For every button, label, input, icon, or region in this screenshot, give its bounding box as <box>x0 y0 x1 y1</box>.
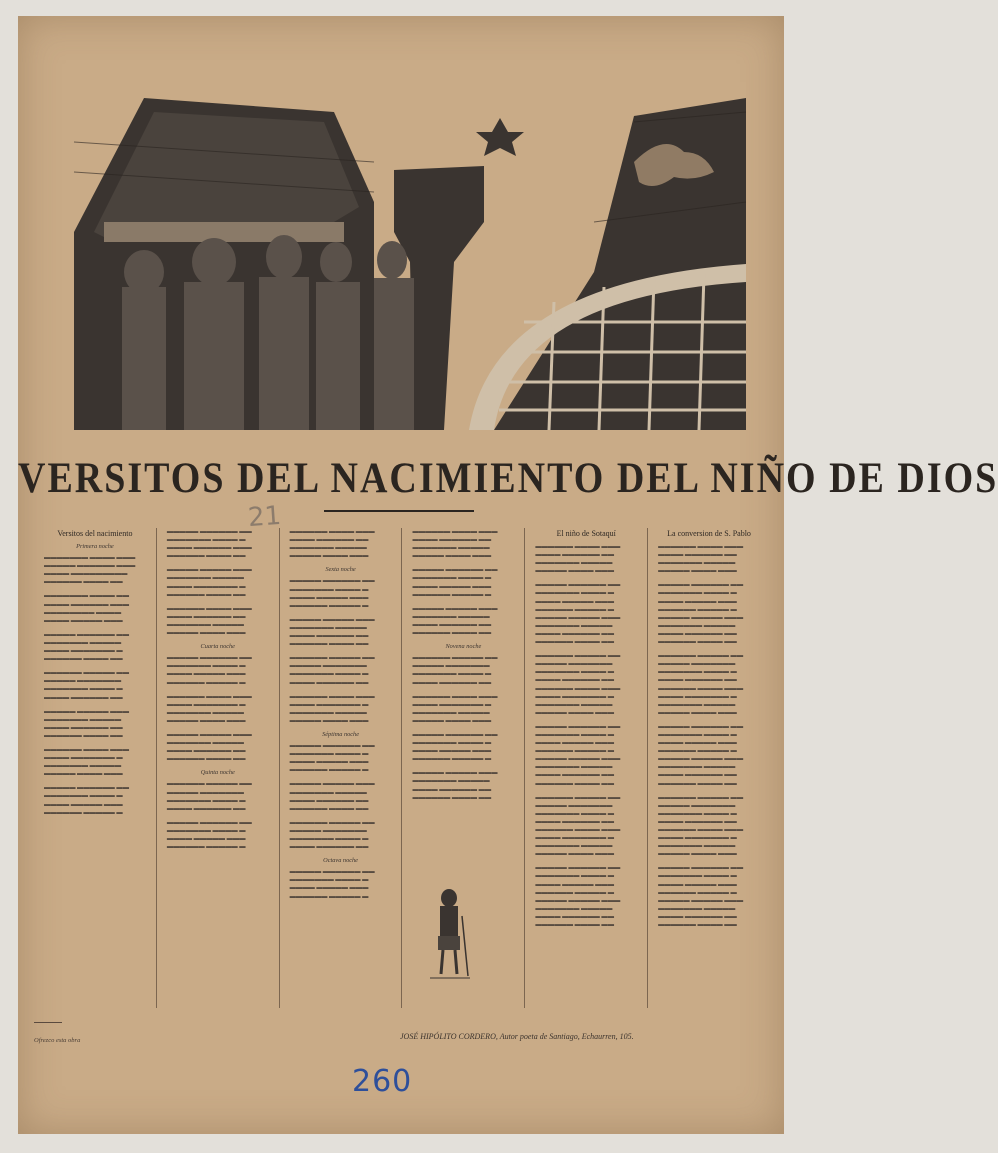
verse-line: ▬▬▬▬▬▬▬ ▬▬▬▬▬ <box>289 708 367 716</box>
stanza <box>408 566 518 598</box>
verse-line: ▬▬▬▬▬ ▬▬▬▬▬▬ ▬▬ <box>44 630 130 638</box>
stanza <box>40 746 150 778</box>
stanza <box>654 581 764 646</box>
verse-line: ▬▬▬▬▬▬▬ ▬▬▬▬ ▬ <box>658 730 737 738</box>
verse-line: ▬▬▬▬ ▬▬▬▬▬ ▬▬▬ <box>44 616 123 624</box>
verse-line: ▬▬▬▬ ▬▬▬▬▬ ▬▬▬ <box>289 593 369 601</box>
verse-line: ▬▬▬▬▬▬▬ ▬▬▬▬ ▬ <box>412 574 492 582</box>
verse-line: ▬▬▬▬ ▬▬▬▬▬ ▬▬▬ <box>658 739 737 747</box>
verse-line: ▬▬▬▬▬▬▬ ▬▬▬▬▬ <box>289 623 367 631</box>
verse-line: ▬▬▬▬▬▬ ▬▬▬▬▬ ▬ <box>44 808 123 816</box>
section-heading: Sexta noche <box>325 566 356 574</box>
verse-line: ▬▬▬▬▬ ▬▬▬▬▬▬ ▬▬ <box>166 528 252 535</box>
verse-line: ▬▬▬▬▬ ▬▬▬▬▬▬ ▬▬ <box>412 566 498 574</box>
verse-line: ▬▬▬▬▬▬ ▬▬▬▬ ▬▬▬ <box>535 543 621 550</box>
verse-line: ▬▬▬▬ ▬▬▬▬▬▬ ▬▬ <box>166 804 246 812</box>
verse-line: ▬▬▬▬▬ ▬▬▬▬▬ ▬▬▬ <box>412 604 498 612</box>
verse-line: ▬▬▬▬▬ ▬▬▬▬▬ ▬▬▬ <box>658 896 744 904</box>
verse-line: ▬▬▬▬▬▬▬ ▬▬▬▬ ▬ <box>535 668 615 676</box>
verse-line: ▬▬▬▬ ▬▬▬▬▬▬ ▬▬ <box>535 551 615 559</box>
verse-line: ▬▬▬▬▬▬▬ ▬▬▬▬▬ <box>412 544 490 552</box>
verse-line: ▬▬▬▬▬▬▬ ▬▬▬▬▬ <box>535 621 613 629</box>
stanza <box>286 528 396 560</box>
verse-line: ▬▬▬▬▬▬ ▬▬▬▬▬ ▬ <box>535 888 615 896</box>
section-heading: Octava noche <box>323 857 358 865</box>
verse-line: ▬▬▬▬ ▬▬▬▬▬▬▬ ▬ <box>289 700 369 708</box>
section-heading: Quinta noche <box>200 769 235 777</box>
verse-line: ▬▬▬▬▬ ▬▬▬▬▬▬ ▬▬ <box>658 722 744 730</box>
verse-line: ▬▬▬▬ ▬▬▬▬▬▬ ▬▬ <box>44 693 123 701</box>
verse-line: ▬▬▬▬ ▬▬▬▬▬▬▬▬▬ <box>44 570 128 578</box>
verse-line: ▬▬▬▬▬ ▬▬▬▬▬▬▬ <box>166 788 244 796</box>
verse-line: ▬▬▬▬▬ ▬▬▬▬ ▬▬▬ <box>166 716 246 724</box>
verse-line: ▬▬▬▬▬▬▬ ▬▬▬▬▬ <box>412 612 490 620</box>
verse-line: ▬▬▬▬▬ ▬▬▬▬▬ ▬▬▬ <box>658 613 744 621</box>
verse-line: ▬▬▬▬▬ ▬▬▬▬ ▬▬▬ <box>44 770 123 778</box>
verse-line: ▬▬▬▬▬▬ ▬▬▬▬ ▬▬ <box>166 552 246 560</box>
verse-line: ▬▬▬▬▬▬ ▬▬▬▬ ▬▬ <box>289 804 369 812</box>
verse-line: ▬▬▬▬ ▬▬▬▬▬▬ ▬▬ <box>535 629 615 637</box>
verse-line: ▬▬▬▬▬▬ ▬▬▬▬ ▬▬▬ <box>412 692 498 700</box>
verse-line: ▬▬▬▬▬▬▬ ▬▬▬▬▬ <box>166 574 244 582</box>
verse-line: ▬▬▬▬▬ ▬▬▬▬ ▬▬▬ <box>535 708 615 716</box>
verse-line: ▬▬▬▬▬▬ ▬▬▬▬▬ ▬ <box>289 766 369 774</box>
verse-line: ▬▬▬▬▬▬ ▬▬▬▬ ▬▬▬ <box>658 684 744 692</box>
stanza <box>40 669 150 701</box>
verse-line: ▬▬▬▬ ▬▬▬▬▬ ▬▬▬ <box>166 835 246 842</box>
verse-line: ▬▬▬▬▬▬▬ ▬▬▬▬▬ <box>44 638 122 646</box>
verse-line: ▬▬▬▬▬ ▬▬▬▬▬ ▬▬▬ <box>535 755 621 763</box>
verse-line: ▬▬▬▬▬▬ ▬▬▬▬ ▬▬ <box>658 921 737 929</box>
verse-line: ▬▬▬▬▬ ▬▬▬▬▬ ▬▬▬ <box>289 615 375 623</box>
verse-line: ▬▬▬▬▬ ▬▬▬▬▬ ▬▬▬ <box>658 755 744 763</box>
stanza <box>40 592 150 624</box>
stanza <box>408 528 518 560</box>
verse-line: ▬▬▬▬▬▬ ▬▬▬▬ ▬▬▬ <box>658 543 744 550</box>
footer-rule <box>34 1022 62 1023</box>
verse-line: ▬▬▬▬▬ ▬▬▬▬▬▬ ▬▬ <box>166 654 252 662</box>
verse-line: ▬▬▬▬ ▬▬▬▬▬▬ ▬▬▬ <box>166 544 252 552</box>
stanza <box>531 652 641 717</box>
verse-line: ▬▬▬▬▬ ▬▬▬▬▬▬▬ <box>658 801 736 809</box>
stanza <box>654 652 764 717</box>
verse-line: ▬▬▬▬▬▬ ▬▬▬▬▬ ▬ <box>289 892 369 900</box>
stanza <box>163 731 273 763</box>
verse-line: ▬▬▬▬▬▬ ▬▬▬▬▬ ▬ <box>412 590 492 598</box>
stanza <box>531 723 641 788</box>
verse-line: ▬▬▬▬▬▬▬ ▬▬▬▬▬ <box>166 708 244 716</box>
verse-line: ▬▬▬▬▬▬ ▬▬▬▬▬ ▬ <box>166 678 246 686</box>
verse-line: ▬▬▬▬▬▬ ▬▬▬▬▬ ▬▬ <box>658 793 744 801</box>
verse-line: ▬▬▬▬▬▬ ▬▬▬▬▬ ▬▬ <box>412 654 498 662</box>
stanza <box>654 864 764 929</box>
verse-line: ▬▬▬▬ ▬▬▬▬▬ ▬▬▬ <box>535 597 615 605</box>
stanza <box>163 654 273 686</box>
pencil-mark: 21 <box>246 500 283 534</box>
verse-line: ▬▬▬▬▬▬ ▬▬▬▬ ▬▬ <box>289 640 369 648</box>
child-figure-illustration <box>426 886 472 982</box>
verse-line: ▬▬▬▬▬▬ ▬▬▬▬▬ ▬ <box>535 605 615 613</box>
verse-line: ▬▬▬▬▬▬ ▬▬▬▬▬ ▬▬ <box>166 780 252 788</box>
verse-line: ▬▬▬▬ ▬▬▬▬▬ ▬▬▬ <box>289 884 369 892</box>
stanza <box>40 784 150 816</box>
verse-line: ▬▬▬▬▬▬▬ ▬▬▬▬▬ <box>535 763 613 771</box>
verse-line: ▬▬▬▬▬ ▬▬▬▬▬▬ ▬▬ <box>658 864 744 872</box>
verse-line: ▬▬▬▬▬▬ ▬▬▬▬▬ ▬▬ <box>289 654 375 662</box>
verse-line: ▬▬▬▬▬▬ ▬▬▬▬ ▬▬▬ <box>289 528 375 535</box>
handwritten-number: 260 <box>352 1064 413 1099</box>
verse-line: ▬▬▬▬▬ ▬▬▬▬▬▬▬ <box>289 826 367 834</box>
verse-line: ▬▬▬▬▬▬ ▬▬▬▬ ▬▬ <box>412 629 492 637</box>
stanza <box>163 780 273 812</box>
section-heading: Primera noche <box>76 543 114 550</box>
verse-line: ▬▬▬▬▬▬ ▬▬▬▬ ▬▬▬ <box>289 692 375 700</box>
verse-line: ▬▬▬▬▬▬ ▬▬▬▬▬ ▬ <box>658 747 737 755</box>
verse-line: ▬▬▬▬ ▬▬▬▬▬▬▬ ▬ <box>412 700 492 708</box>
verse-line: ▬▬▬▬▬▬ ▬▬▬▬ ▬▬ <box>535 921 615 929</box>
verse-line: ▬▬▬▬▬ ▬▬▬▬▬▬ ▬▬ <box>535 722 621 730</box>
verse-line: ▬▬▬▬▬▬▬ ▬▬▬▬ ▬ <box>412 670 492 678</box>
stanza <box>40 708 150 740</box>
verse-line: ▬▬▬▬▬▬▬ ▬▬▬▬ ▬▬▬ <box>44 554 136 562</box>
verse-line: ▬▬▬▬▬▬ ▬▬▬▬ ▬▬▬ <box>166 692 252 700</box>
verse-line: ▬▬▬▬ ▬▬▬▬▬▬ ▬▬ <box>166 612 246 620</box>
verse-line: ▬▬▬▬▬ ▬▬▬▬▬▬ ▬▬ <box>289 577 375 585</box>
verse-line: ▬▬▬▬ ▬▬▬▬▬ ▬▬▬ <box>658 880 737 888</box>
verse-line: ▬▬▬▬▬▬▬ ▬▬▬▬▬ <box>44 762 122 770</box>
stanza <box>531 543 641 575</box>
stanza <box>163 566 273 598</box>
verse-line: ▬▬▬▬▬▬ ▬▬▬▬ ▬▬▬ <box>535 684 621 692</box>
verse-line: ▬▬▬▬▬▬▬ ▬▬▬▬ ▬ <box>289 876 369 884</box>
verse-line: ▬▬▬▬▬ ▬▬▬▬▬ ▬▬▬ <box>44 707 130 715</box>
verse-line: ▬▬▬▬ ▬▬▬▬▬▬▬ ▬ <box>44 647 123 655</box>
verse-line: ▬▬▬▬▬▬▬ ▬▬▬▬ ▬ <box>412 739 492 747</box>
verse-line: ▬▬▬▬▬▬▬ ▬▬▬▬▬ <box>658 700 736 708</box>
verse-line: ▬▬▬▬▬▬▬ ▬▬▬▬ ▬ <box>535 730 615 738</box>
verse-line: ▬▬▬▬▬▬ ▬▬▬▬▬ ▬ <box>535 747 615 755</box>
verse-line: ▬▬▬▬▬▬▬ ▬▬▬▬ ▬ <box>658 668 737 676</box>
verse-line: ▬▬▬▬ ▬▬▬▬▬▬▬ ▬ <box>166 582 246 590</box>
verse-line: ▬▬▬▬▬▬▬ ▬▬▬▬▬ <box>289 788 367 796</box>
stanza <box>286 616 396 648</box>
verse-line: ▬▬▬▬▬ ▬▬▬▬ ▬▬▬ <box>535 850 615 858</box>
stanza <box>163 819 273 851</box>
verse-line: ▬▬▬▬▬▬▬ ▬▬▬▬ ▬ <box>289 670 369 678</box>
woodcut-illustration <box>74 82 746 430</box>
verse-line: ▬▬▬▬ ▬▬▬▬▬▬ ▬▬ <box>412 678 492 686</box>
verse-line: ▬▬▬▬▬▬▬ ▬▬▬▬▬ <box>166 739 244 747</box>
verse-line: ▬▬▬▬ ▬▬▬▬▬▬ ▬▬ <box>289 536 369 544</box>
verse-line: ▬▬▬▬▬▬ ▬▬▬▬ ▬▬ <box>166 590 246 598</box>
verse-line: ▬▬▬▬▬ ▬▬▬▬▬ ▬▬▬ <box>166 730 252 738</box>
verse-line: ▬▬▬▬▬▬▬ ▬▬▬▬▬ <box>166 620 244 628</box>
verse-line: ▬▬▬▬ ▬▬▬▬▬ ▬▬▬ <box>166 670 246 678</box>
verse-line: ▬▬▬▬▬▬▬ ▬▬▬▬ ▬ <box>535 872 615 880</box>
verse-line: ▬▬▬▬ ▬▬▬▬▬▬▬ ▬ <box>535 692 615 700</box>
verse-line: ▬▬▬▬▬ ▬▬▬▬▬▬▬ <box>412 662 490 670</box>
verse-line: ▬▬▬▬ ▬▬▬▬▬ ▬▬▬ <box>658 597 737 605</box>
stanza <box>286 819 396 851</box>
stanza <box>408 769 518 801</box>
verse-line: ▬▬▬▬ ▬▬▬▬▬▬▬ ▬ <box>535 834 615 842</box>
verse-line: ▬▬▬▬▬▬ ▬▬▬▬▬ ▬▬ <box>289 818 375 826</box>
verse-line: ▬▬▬▬ ▬▬▬▬▬ ▬▬▬ <box>44 800 123 808</box>
verse-line: ▬▬▬▬▬▬ ▬▬▬▬▬ ▬ <box>166 843 246 851</box>
stanza <box>654 723 764 788</box>
verse-line: ▬▬▬▬▬ ▬▬▬▬ ▬▬▬ <box>658 850 737 858</box>
verse-line: ▬▬▬▬ ▬▬▬▬▬▬▬ ▬ <box>658 834 737 842</box>
verse-line: ▬▬▬▬▬ ▬▬▬▬▬▬▬ <box>289 662 367 670</box>
verse-line: ▬▬▬▬ ▬▬▬▬▬▬ ▬▬ <box>412 620 492 628</box>
verse-line: ▬▬▬▬▬ ▬▬▬▬▬▬ ▬▬ <box>412 730 498 738</box>
verse-line: ▬▬▬▬▬▬▬ ▬▬▬▬▬ <box>535 559 613 567</box>
verse-line: ▬▬▬▬▬▬ ▬▬▬▬▬ ▬▬ <box>535 652 621 660</box>
verse-line: ▬▬▬▬▬▬ ▬▬▬▬▬ ▬ <box>658 605 737 613</box>
stanza <box>163 605 273 637</box>
verse-line: ▬▬▬▬▬▬▬ ▬▬▬▬ ▬▬ <box>44 592 130 600</box>
verse-line: ▬▬▬▬ ▬▬▬▬▬▬▬ ▬ <box>166 700 246 708</box>
verse-line: ▬▬▬▬▬ ▬▬▬▬▬ ▬▬▬ <box>166 566 252 574</box>
verse-line: ▬▬▬▬▬▬▬▬ ▬▬▬▬ <box>44 608 122 616</box>
verse-line: ▬▬▬▬▬▬▬ ▬▬▬▬ ▬ <box>535 589 615 597</box>
stanza <box>531 864 641 929</box>
verse-line: ▬▬▬▬▬▬▬ ▬▬▬▬▬ <box>658 763 736 771</box>
verse-line: ▬▬▬▬ ▬▬▬▬▬▬ ▬▬ <box>535 676 615 684</box>
verse-line: ▬▬▬▬▬▬ ▬▬▬▬ ▬▬ <box>44 731 123 739</box>
verse-line: ▬▬▬▬▬ ▬▬▬▬▬▬ ▬▬▬ <box>44 562 136 570</box>
verse-line: ▬▬▬▬▬ ▬▬▬▬▬▬ ▬▬ <box>658 581 744 589</box>
verse-line: ▬▬▬▬ ▬▬▬▬▬▬▬ ▬ <box>44 754 123 762</box>
verse-line: ▬▬▬▬ ▬▬▬▬▬▬ ▬▬ <box>535 817 615 825</box>
verse-line: ▬▬▬▬▬ ▬▬▬▬▬▬ ▬▬ <box>535 581 621 589</box>
section-heading: Séptima noche <box>322 730 360 738</box>
verse-column-2 <box>157 528 280 1008</box>
page-title: VERSITOS DEL NACIMIENTO DEL NIÑO DE DIOS <box>18 453 998 503</box>
verse-columns <box>34 528 770 1008</box>
verse-line: ▬▬▬▬ ▬▬▬▬▬▬ ▬▬ <box>289 796 369 804</box>
verse-line: ▬▬▬▬▬ ▬▬▬▬▬▬▬ <box>535 801 613 809</box>
stanza <box>40 631 150 663</box>
column-title: La conversion de S. Pablo <box>667 529 751 538</box>
column-title: El niño de Sotaquí <box>556 529 616 538</box>
stanza <box>286 693 396 725</box>
section-heading: Cuarta noche <box>200 643 235 651</box>
footer-note: Ofrezco esta obra <box>34 1037 81 1044</box>
verse-line: ▬▬▬▬▬▬▬ ▬▬▬▬▬ <box>535 700 613 708</box>
verse-line: ▬▬▬▬▬▬▬ ▬▬▬▬▬ <box>535 842 613 850</box>
verse-line: ▬▬▬▬▬ ▬▬▬▬ ▬▬▬ <box>289 552 369 560</box>
verse-column-3 <box>280 528 403 1008</box>
verse-line: ▬▬▬▬ ▬▬▬▬▬▬ ▬▬ <box>289 632 369 640</box>
author-imprint: JOSÉ HIPÓLITO CORDERO, Autor poeta de Santiago, Echaurren, 105. <box>400 1032 634 1041</box>
stanza <box>408 693 518 725</box>
verse-line: ▬▬▬▬ ▬▬▬▬▬ ▬▬▬ <box>535 880 615 888</box>
verse-line: ▬▬▬▬▬▬ ▬▬▬▬▬ ▬▬ <box>658 652 744 660</box>
verse-line: ▬▬▬▬▬ ▬▬▬▬▬▬▬ <box>44 677 122 685</box>
stanza <box>531 581 641 646</box>
section-heading: Novena noche <box>445 643 482 651</box>
stanza <box>286 780 396 812</box>
stanza <box>286 654 396 686</box>
verse-line: ▬▬▬▬▬▬▬ ▬▬▬▬ ▬ <box>658 809 737 817</box>
title-rule <box>324 510 474 512</box>
verse-line: ▬▬▬▬ ▬▬▬▬▬▬ ▬▬ <box>289 678 369 686</box>
verse-line: ▬▬▬▬▬▬ ▬▬▬▬▬ ▬▬ <box>44 669 130 677</box>
verse-line: ▬▬▬▬ ▬▬▬▬▬▬ ▬▬ <box>658 912 737 920</box>
verse-line: ▬▬▬▬▬ ▬▬▬▬▬ ▬▬▬ <box>412 769 498 777</box>
verse-line: ▬▬▬▬ ▬▬▬▬▬▬ ▬▬ <box>658 817 737 825</box>
verse-line: ▬▬▬▬▬▬ ▬▬▬▬ ▬▬▬ <box>535 826 621 833</box>
verse-line: ▬▬▬▬▬ ▬▬▬▬▬ ▬▬▬ <box>535 613 621 621</box>
verse-line: ▬▬▬▬▬ ▬▬▬▬▬▬▬ <box>535 660 613 668</box>
verse-line: ▬▬▬▬▬ ▬▬▬▬ ▬▬▬ <box>535 567 615 575</box>
verse-line: ▬▬▬▬▬▬ ▬▬▬▬ ▬▬ <box>535 638 615 646</box>
verse-column-5 <box>525 528 648 1008</box>
verse-line: ▬▬▬▬▬▬ ▬▬▬▬ ▬▬ <box>44 655 123 663</box>
verse-line: ▬▬▬▬ ▬▬▬▬▬▬▬ ▬ <box>658 692 737 700</box>
verse-line: ▬▬▬▬▬ ▬▬▬▬ ▬▬▬ <box>412 716 492 724</box>
verse-line: ▬▬▬▬▬▬▬ ▬▬▬▬ ▬ <box>289 750 369 758</box>
verse-line: ▬▬▬▬▬▬▬ ▬▬▬▬▬ <box>658 621 736 629</box>
verse-line: ▬▬▬▬▬ ▬▬▬▬ ▬▬▬ <box>289 716 369 724</box>
verse-line: ▬▬▬▬▬▬▬ ▬▬▬▬ ▬ <box>44 792 123 800</box>
verse-line: ▬▬▬▬▬▬▬ ▬▬▬▬ ▬ <box>289 585 369 593</box>
verse-line: ▬▬▬▬ ▬▬▬▬▬ ▬▬▬ <box>412 582 492 590</box>
verse-line: ▬▬▬▬ ▬▬▬▬▬▬ ▬▬ <box>658 629 737 637</box>
verse-line: ▬▬▬▬▬▬▬ ▬▬▬▬ ▬ <box>166 536 246 544</box>
verse-line: ▬▬▬▬▬ ▬▬▬▬▬▬ ▬▬ <box>535 864 621 872</box>
verse-line: ▬▬▬▬▬▬ ▬▬▬▬▬ ▬ <box>289 601 369 609</box>
verse-line: ▬▬▬▬ ▬▬▬▬▬▬ ▬▬ <box>166 747 246 755</box>
verse-line: ▬▬▬▬▬▬ ▬▬▬▬ ▬▬ <box>658 779 737 787</box>
verse-line: ▬▬▬▬▬▬▬ ▬▬▬▬ ▬ <box>658 872 737 880</box>
verse-line: ▬▬▬▬▬ ▬▬▬▬▬ ▬▬▬ <box>289 780 375 788</box>
verse-line: ▬▬▬▬▬ ▬▬▬▬▬▬ ▬▬ <box>166 818 252 826</box>
verse-line: ▬▬▬▬▬▬ ▬▬▬▬▬ ▬▬ <box>535 793 621 801</box>
verse-line: ▬▬▬▬▬▬ ▬▬▬▬ ▬▬ <box>535 779 615 787</box>
verse-line: ▬▬▬▬▬ ▬▬▬▬ ▬▬▬ <box>412 552 492 560</box>
verse-line: ▬▬▬▬▬▬▬ ▬▬▬▬ ▬ <box>289 835 369 842</box>
verse-line: ▬▬▬▬▬ ▬▬▬▬▬▬▬ <box>658 660 736 668</box>
verse-line: ▬▬▬▬▬ ▬▬▬▬▬▬ ▬▬ <box>44 784 130 792</box>
verse-line: ▬▬▬▬▬▬▬ ▬▬▬▬▬ <box>412 708 490 716</box>
verse-line: ▬▬▬▬ ▬▬▬▬▬▬ ▬▬ <box>658 551 737 559</box>
column-title: Versitos del nacimiento <box>57 529 133 538</box>
stanza <box>40 554 150 586</box>
stanza <box>654 543 764 575</box>
verse-line: ▬▬▬▬▬▬▬ ▬▬▬▬▬ <box>44 715 122 723</box>
verse-line: ▬▬▬▬▬▬ ▬▬▬▬ ▬▬▬ <box>658 826 744 833</box>
stanza <box>286 577 396 609</box>
verse-line: ▬▬▬▬ ▬▬▬▬▬ ▬▬▬ <box>535 739 615 747</box>
verse-line: ▬▬▬▬▬ ▬▬▬▬ ▬▬▬ <box>658 567 737 575</box>
verse-column-6 <box>648 528 770 1008</box>
stanza <box>286 868 396 900</box>
verse-column-1 <box>34 528 157 1008</box>
verse-line: ▬▬▬▬▬ ▬▬▬▬▬ ▬▬▬ <box>535 896 621 904</box>
verse-line: ▬▬▬▬▬▬▬ ▬▬▬▬▬ <box>658 842 736 850</box>
verse-line: ▬▬▬▬▬▬▬ ▬▬▬▬ ▬ <box>166 662 246 670</box>
verse-line: ▬▬▬▬ ▬▬▬▬▬▬ ▬▬▬ <box>44 600 130 608</box>
stanza <box>408 654 518 686</box>
verse-line: ▬▬▬▬▬▬▬ ▬▬▬▬ ▬ <box>44 685 123 693</box>
verse-line: ▬▬▬▬ ▬▬▬▬▬▬ ▬▬ <box>658 676 737 684</box>
verse-line: ▬▬▬▬▬▬▬ ▬▬▬▬▬ <box>658 559 736 567</box>
verse-line: ▬▬▬▬ ▬▬▬▬▬▬ ▬▬ <box>289 843 369 851</box>
verse-line: ▬▬▬▬▬▬▬ ▬▬▬▬ ▬ <box>658 589 737 597</box>
verse-line: ▬▬▬▬▬ ▬▬▬▬▬▬ ▬▬ <box>289 742 375 750</box>
verse-line: ▬▬▬▬▬▬▬ ▬▬▬▬▬ <box>658 904 736 912</box>
stanza <box>408 731 518 763</box>
verse-line: ▬▬▬▬▬▬▬ ▬▬▬▬▬ <box>412 777 490 785</box>
verse-line: ▬▬▬▬▬▬▬ ▬▬▬▬▬ <box>289 544 367 552</box>
verse-line: ▬▬▬▬▬▬ ▬▬▬▬ ▬▬ <box>412 793 492 801</box>
verse-line: ▬▬▬▬ ▬▬▬▬▬▬ ▬▬ <box>535 912 615 920</box>
stanza <box>163 693 273 725</box>
verse-line: ▬▬▬▬ ▬▬▬▬▬▬ ▬▬ <box>412 785 492 793</box>
verse-line: ▬▬▬▬▬ ▬▬▬▬ ▬▬▬ <box>658 708 737 716</box>
verse-line: ▬▬▬▬▬▬ ▬▬▬▬ ▬▬ <box>44 578 123 586</box>
stanza <box>531 794 641 859</box>
verse-line: ▬▬▬▬ ▬▬▬▬▬ ▬▬▬ <box>412 747 492 755</box>
verse-line: ▬▬▬▬▬▬ ▬▬▬▬▬ ▬ <box>412 755 492 763</box>
broadside-sheet <box>18 16 998 1134</box>
verse-line: ▬▬▬▬ ▬▬▬▬▬▬ ▬▬ <box>535 771 615 779</box>
verse-line: ▬▬▬▬ ▬▬▬▬▬ ▬▬▬ <box>289 758 369 766</box>
verse-line: ▬▬▬▬▬▬ ▬▬▬▬ ▬▬▬ <box>166 604 252 612</box>
verse-line: ▬▬▬▬▬▬ ▬▬▬▬▬ ▬ <box>658 888 737 896</box>
verse-line: ▬▬▬▬▬▬▬ ▬▬▬▬ ▬ <box>166 826 246 834</box>
verse-line: ▬▬▬▬▬▬▬ ▬▬▬▬ ▬ <box>535 809 615 817</box>
verse-line: ▬▬▬▬▬▬ ▬▬▬▬ ▬▬ <box>166 755 246 763</box>
verse-line: ▬▬▬▬▬▬▬ ▬▬▬▬ ▬ <box>166 796 246 804</box>
stanza <box>408 605 518 637</box>
stanza <box>163 528 273 560</box>
verse-line: ▬▬▬▬ ▬▬▬▬▬▬ ▬▬ <box>658 771 737 779</box>
verse-line: ▬▬▬▬▬▬▬ ▬▬▬▬▬ <box>535 904 613 912</box>
verse-line: ▬▬▬▬▬▬ ▬▬▬▬ ▬▬▬ <box>412 528 498 535</box>
stanza <box>286 742 396 774</box>
verse-line: ▬▬▬▬ ▬▬▬▬▬▬ ▬▬ <box>412 536 492 544</box>
verse-line: ▬▬▬▬▬ ▬▬▬▬▬▬ ▬▬ <box>289 868 375 876</box>
verse-line: ▬▬▬▬▬▬ ▬▬▬▬ ▬▬▬ <box>44 745 130 753</box>
verse-line: ▬▬▬▬▬▬ ▬▬▬▬ ▬▬ <box>658 638 737 646</box>
stanza <box>654 794 764 859</box>
verse-line: ▬▬▬▬ ▬▬▬▬▬▬ ▬▬ <box>44 723 123 731</box>
verse-line: ▬▬▬▬▬ ▬▬▬▬ ▬▬▬ <box>166 629 246 637</box>
